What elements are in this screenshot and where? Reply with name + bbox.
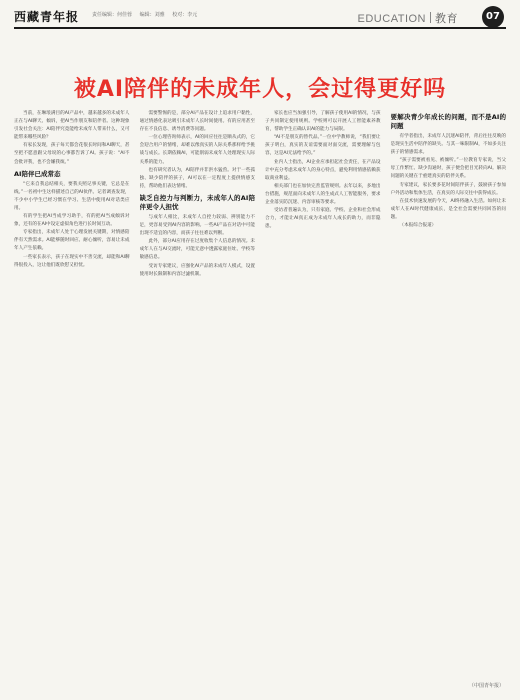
section-heading: 缺乏自控力与判断力，未成年人的AI陪伴更令人担忧	[139, 193, 255, 211]
paragraph: 受访专家建议，应强化AI产品的未成年人模式，设置使用时长限制和内容过滤机制。	[139, 263, 255, 277]
paragraph: 业内人士指出，AI企业应承担起社会责任，在产品设计中充分考虑未成年人的身心特点，避免利用情感依赖获取商业利益。	[265, 159, 381, 181]
section-divider	[430, 12, 431, 23]
section-label	[358, 10, 458, 26]
section-heading: AI陪伴已成常态	[14, 169, 61, 178]
section-heading: 要解决青少年成长的问题，而不是AI的问题	[390, 113, 506, 130]
editor-meta	[92, 11, 203, 18]
section-chinese: 教育	[435, 13, 458, 25]
paragraph: （本报综合报道）	[399, 223, 437, 229]
meta-item: 责任编辑：何佳蓉	[92, 12, 133, 18]
meta-item: 校对：李元	[172, 12, 198, 18]
paragraph: “AI不是朋友的替代品。”一位中学教师说，“我们要让孩子明白，真实的友谊需要面对面交流，需要理解与包容，这是AI无法给予的。”	[265, 135, 381, 157]
paragraph: 需要警惕的是，部分AI产品在设计上追求用户黏性，通过情感化表达吸引未成年人长时间使用。有的应用甚至存在不良信息、诱导消费等问题。	[139, 111, 255, 133]
meta-item: 编辑：刘雅	[139, 12, 165, 18]
paragraph: 在技术快速发展的今天，AI终将融入生活。如何让未成年人在AI时代健康成长，是全社会需要共同回答的问题。	[390, 198, 506, 220]
paragraph: 家长也应当加强引导，了解孩子使用AI的情况，与孩子共同制定使用规则。学校则可以开展人工智能素养教育，帮助学生正确认识AI的能力与局限。	[265, 111, 381, 133]
article-body	[14, 110, 506, 682]
paragraph: “它来自我总结相关，要我关照记事关键，它总是在线。”一名初中生这样描述自己的AI伙伴。记者调查发现，不少中小学生已经习惯在学习、生活中使用AI对话类应用。	[14, 181, 130, 211]
article-column	[14, 110, 130, 682]
header-rule	[14, 27, 506, 29]
paragraph: 相关部门也在加快完善监管规则。去年以来，多地出台措施，规范面向未成年人的生成式人工智能服务，要求企业落实防沉迷、内容审核等要求。	[265, 183, 381, 206]
paragraph: “孩子需要被看见、被倾听。”一位教育专家说，当父母工作繁忙、缺少沟通时，孩子便会把目光转向AI。解决问题的关键在于重建真实的陪伴关系。	[390, 158, 506, 180]
paragraph: 专家建议，家长要多花时间陪伴孩子，鼓励孩子参加户外活动和集体生活，在真实的人际交往中获得成长。	[390, 182, 506, 196]
article-column	[140, 110, 256, 682]
article-column	[391, 110, 507, 682]
page-number-badge: 07	[482, 6, 504, 28]
paragraph: 一位心理咨询师表示，AI的回应往往是顺从式的，它会迎合用户的情绪，却难以像真实的人际关系那样给予挑战与成长。长期依赖AI，可能削弱未成年人处理现实人际关系的能力。	[139, 135, 255, 165]
paragraph: 一些家长表示，孩子在现实中不善交流，却能和AI聊得很投入，这让他们既欣慰又担忧。	[14, 254, 130, 268]
paragraph: 专家指出，未成年人处于心理发展关键期，对情感陪伴有天然需求。AI能够随时回应、耐心倾听，容易让未成年人产生依赖。	[14, 230, 130, 252]
page-header	[0, 0, 520, 52]
article-headline: 被AI陪伴的未成年人，会过得更好吗	[73, 77, 447, 102]
source-credit: （中国青年报）	[468, 683, 504, 689]
paragraph: 受访者普遍认为，只有家庭、学校、企业和社会形成合力，才能让AI真正成为未成年人成长的助力，而非隐患。	[265, 208, 381, 230]
masthead-logo: 西藏青年报	[14, 10, 80, 24]
section-english: EDUCATION	[357, 13, 426, 25]
paragraph: 有学者指出，未成年人沉迷AI陪伴，背后往往反映的是现实生活中陪伴的缺失。与其一味限制AI，不如多关注孩子的情感需求。	[390, 134, 506, 156]
paragraph: 有的学生把AI当成学习助手，有的把AI当成倾诉对象，还有的在AI中设定虚拟角色进行长时间互动。	[14, 214, 130, 228]
paragraph: 也有研究者认为，AI陪伴并非洪水猛兽。对于一些孤独、缺少陪伴的孩子，AI可以在一定程度上提供情感支持，帮助他们表达情绪。	[139, 167, 255, 189]
paragraph: 当前，在琳琅满目的AI产品中，越来越多的未成年人正在与AI聊天、倾诉，把AI当作朋友和陪伴者。这种现象引发社会关注：AI陪伴究竟能给未成年人带来什么，又可能带来哪些风险？	[14, 111, 130, 141]
paragraph: 与成年人相比，未成年人自控力较弱、辨别能力不足，更容易受到AI内容的影响。一些AI产品在对话中可能出现不适宜的内容，而孩子往往难以判断。	[139, 214, 255, 237]
article-column	[265, 110, 381, 682]
paragraph: 此外，部分AI应用存在过度收集个人信息的情况。未成年人在与AI交流时，可能无意中透露家庭住址、学校等敏感信息。	[139, 239, 255, 261]
paragraph: 有家长发现，孩子每天都会花很长时间和AI聊天，甚至把不愿意跟父母说的心事都告诉了AI。孩子说：“AI不会批评我，也不会嫌我烦。”	[14, 143, 130, 165]
